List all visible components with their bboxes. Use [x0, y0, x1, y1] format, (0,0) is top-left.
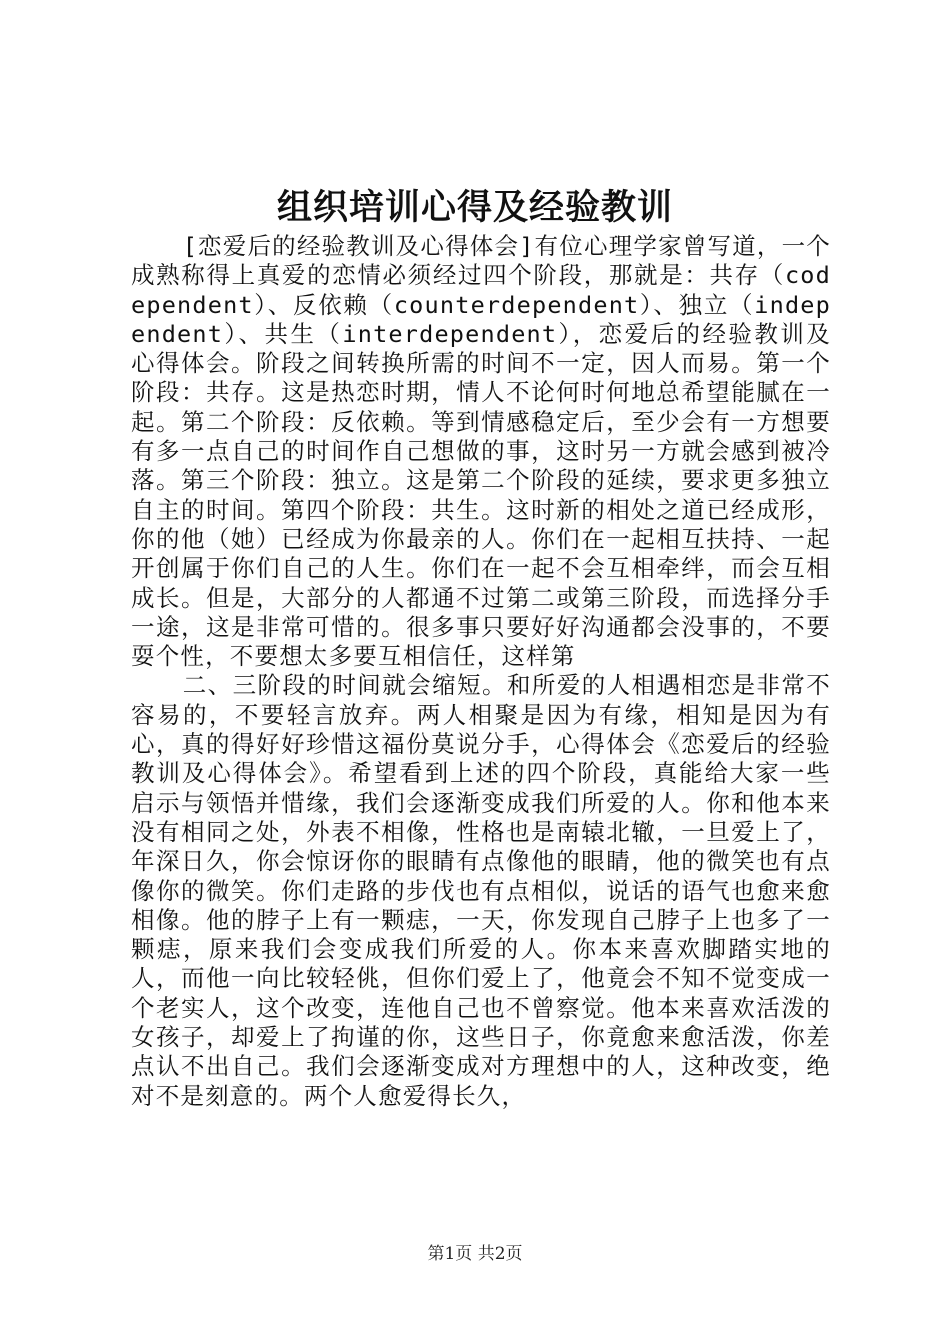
document-body	[131, 232, 831, 1111]
paragraph-2: 二、三阶段的时间就会缩短。和所爱的人相遇相恋是非常不容易的，不要轻言放弃。两人相聚是因为有缘，相知是因为有心，真的得好好珍惜这福份莫说分手，心得体会《恋爱后的经验教训及心得体会》。希望看到上述的四个阶段，真能给大家一些启示与领悟并惜缘，我们会逐渐变成我们所爱的人。你和他本来没有相同之处，外表不相像，性格也是南辕北辙，一旦爱上了，年深日久，你会惊讶你的眼睛有点像他的眼睛，他的微笑也有点像你的微笑。你们走路的步伐也有点相似，说话的语气也愈来愈相像。他的脖子上有一颗痣，一天，你发现自己脖子上也多了一颗痣，原来我们会变成我们所爱的人。你本来喜欢脚踏实地的人，而他一向比较轻佻，但你们爱上了，他竟会不知不觉变成一个老实人，这个改变，连他自己也不曾察觉。他本来喜欢活泼的女孩子，却爱上了拘谨的你，这些日子，你竟愈来愈活泼，你差点认不出自己。我们会逐渐变成对方理想中的人，这种改变，绝对不是刻意的。两个人愈爱得长久，	[131, 671, 831, 1110]
document-title: 组织培训心得及经验教训	[276, 187, 673, 228]
page-footer: 第1页 共2页	[427, 1244, 523, 1264]
paragraph-1: [恋爱后的经验教训及心得体会]有位心理学家曾写道，一个成熟称得上真爱的恋情必须经过四个阶段，那就是：共存（codependent）、反依赖（counterdependent）、独立（independent）、共生（interdependent），恋爱后的经验教训及心得体会。阶段之间转换所需的时间不一定，因人而易。第一个阶段：共存。这是热恋时期，情人不论何时何地总希望能腻在一起。第二个阶段：反依赖。等到情感稳定后，至少会有一方想要有多一点自己的时间作自己想做的事，这时另一方就会感到被冷落。第三个阶段：独立。这是第二个阶段的延续，要求更多独立自主的时间。第四个阶段：共生。这时新的相处之道已经成形，你的他（她）已经成为你最亲的人。你们在一起相互扶持、一起开创属于你们自己的人生。你们在一起不会互相牵绊，而会互相成长。但是，大部分的人都通不过第二或第三阶段，而选择分手一途，这是非常可惜的。很多事只要好好沟通都会没事的，不要耍个性，不要想太多要互相信任，这样第	[131, 232, 831, 671]
